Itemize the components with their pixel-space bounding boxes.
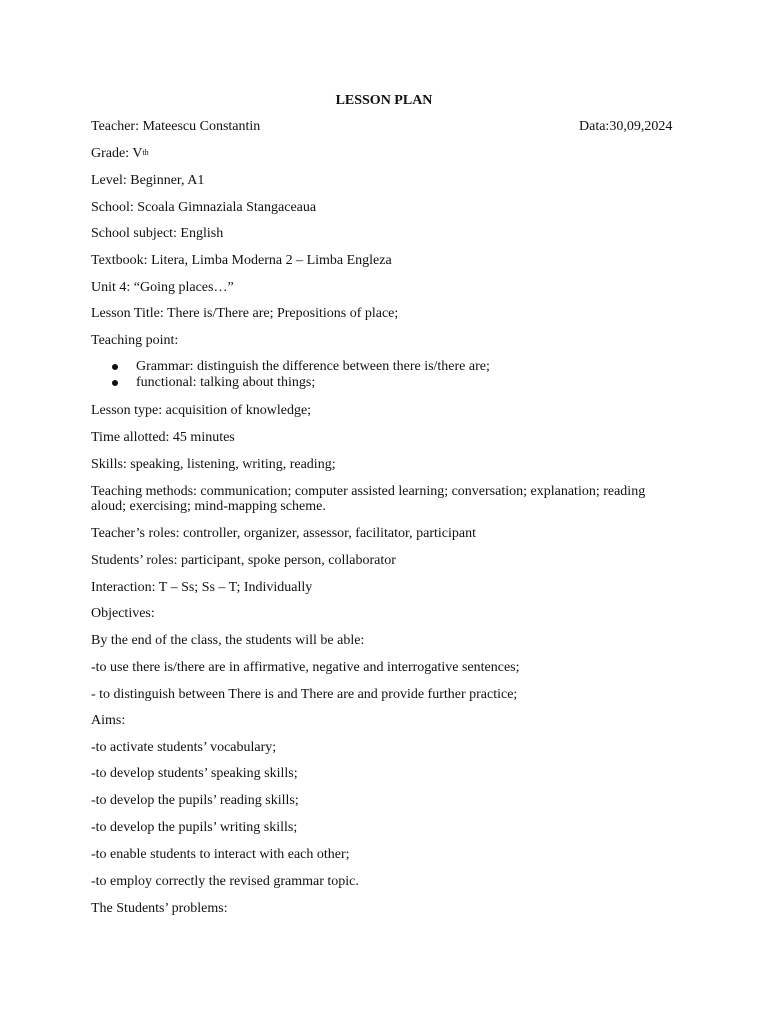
subject-line: School subject: English <box>91 226 224 241</box>
methods-line: Teaching methods: communication; computer assisted learning; conversation; explanation; reading aloud; exercising; mind-mapping scheme. <box>91 484 646 514</box>
bullet-icon <box>112 364 118 370</box>
level-line: Level: Beginner, A1 <box>91 173 205 188</box>
aim-item: -to enable students to interact with each other; <box>91 847 350 862</box>
objectives-intro: By the end of the class, the students will be able: <box>91 633 365 648</box>
interaction-line: Interaction: T – Ss; Ss – T; Individually <box>91 580 313 595</box>
school-line: School: Scoala Gimnaziala Stangaceaua <box>91 200 317 215</box>
list-item-text: Grammar: distinguish the difference between there is/there are; <box>136 359 490 374</box>
list-item <box>91 375 490 391</box>
unit-line: Unit 4: “Going places…” <box>91 280 234 295</box>
aim-item: -to develop students’ speaking skills; <box>91 766 298 781</box>
aim-item: -to develop the pupils’ reading skills; <box>91 793 299 808</box>
problems-heading: The Students’ problems: <box>91 901 228 916</box>
grade-text: Grade: V <box>91 146 143 161</box>
teacher-line: Teacher: Mateescu Constantin <box>91 119 261 134</box>
objective-item: -to use there is/there are in affirmative, negative and interrogative sentences; <box>91 660 520 675</box>
lesson-title-line: Lesson Title: There is/There are; Prepositions of place; <box>91 306 399 321</box>
objective-item: - to distinguish between There is and There are and provide further practice; <box>91 687 518 702</box>
teaching-point-heading: Teaching point: <box>91 333 179 348</box>
aim-item: -to activate students’ vocabulary; <box>91 740 277 755</box>
aim-item: -to employ correctly the revised grammar topic. <box>91 874 359 889</box>
page-title: LESSON PLAN <box>335 93 433 108</box>
time-line: Time allotted: 45 minutes <box>91 430 235 445</box>
lesson-type-line: Lesson type: acquisition of knowledge; <box>91 403 312 418</box>
objectives-heading: Objectives: <box>91 606 155 621</box>
aim-item: -to develop the pupils’ writing skills; <box>91 820 298 835</box>
student-roles-line: Students’ roles: participant, spoke person, collaborator <box>91 553 396 568</box>
skills-line: Skills: speaking, listening, writing, reading; <box>91 457 336 472</box>
list-item <box>91 359 490 375</box>
grade-line <box>91 146 691 162</box>
bullet-icon <box>112 380 118 386</box>
teacher-roles-line: Teacher’s roles: controller, organizer, assessor, facilitator, participant <box>91 526 476 541</box>
teaching-point-list <box>91 359 490 391</box>
aims-heading: Aims: <box>91 713 126 728</box>
date-line: Data:30,09,2024 <box>579 119 673 134</box>
grade-superscript: th <box>142 148 149 157</box>
list-item-text: functional: talking about things; <box>136 375 316 390</box>
textbook-line: Textbook: Litera, Limba Moderna 2 – Limba Engleza <box>91 253 392 268</box>
